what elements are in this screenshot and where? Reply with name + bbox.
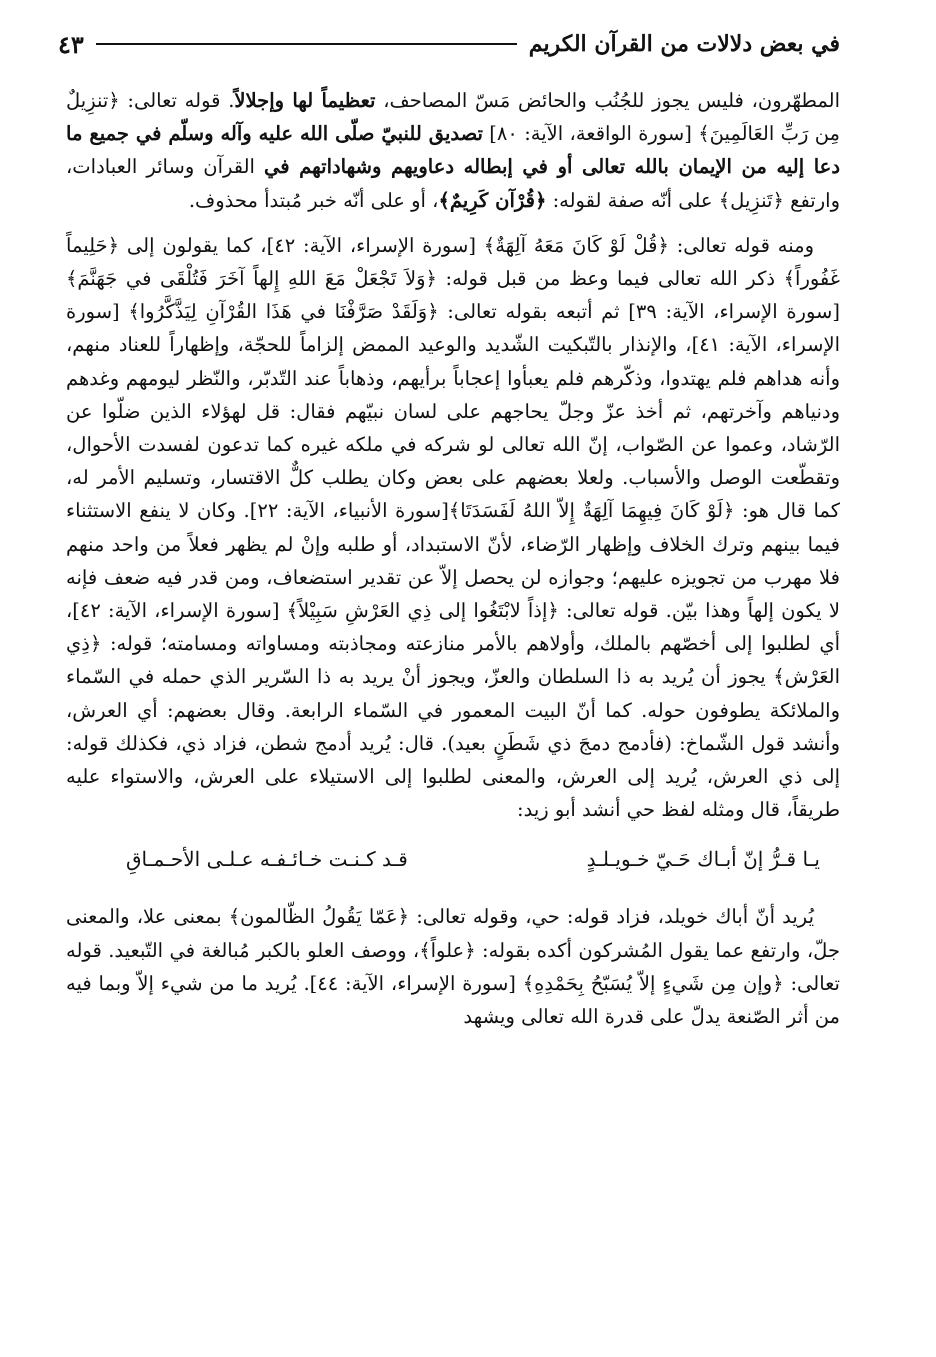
- paragraph-3: يُريد أنّ أباك خويلد، فزاد قوله: حي، وقوله تعالى: ﴿عَمّا يَقُولُ الظّالمون﴾ بمعنى علا، والمعنى جلّ، وارتفع عما يقول المُشركون أكده بقوله: ﴿علواً﴾، ووصف العلو بالكبر مُبالغة في التّبعيد. قوله تعالى: ﴿وإن مِن شَيءٍ إلاّ يُسَبّحُ بِحَمْدِهِ﴾ [سورة الإسراء، الآية: ٤٤]. يُريد ما من شيء إلاّ وبما فيه من أثر الصّنعة يدلّ على قدرة الله تعالى ويشهد: [66, 905, 840, 1029]
- paragraph-1-emphasis: ﴿قُرْآن كَرِيمٌ﴾: [438, 188, 547, 212]
- running-title: في بعض دلالات من القرآن الكريم: [528, 31, 840, 57]
- paragraph-1-part: المطهّرون، فليس يجوز للجُنُب والحائض مَسّ المصاحف،: [375, 89, 840, 112]
- paragraph-1-emphasis: تعظيماً لها وإجلالاً: [234, 89, 376, 112]
- verse-second-hemistich: قـد كـنـت خـائـفـه عـلـى الأحـمـاقِ: [126, 847, 408, 872]
- paragraph-1-part: . قوله تعالى: ﴿تنزِيلٌ مِن رَبِّ العَالَمِينَ﴾ [سورة الواقعة، الآية: ٨٠]: [66, 89, 841, 146]
- body-text: [66, 84, 840, 1033]
- paragraph-1-part: ، أو على أنّه خبر مُبتدأ محذوف.: [188, 188, 439, 212]
- paragraph-1-emphasis: تصديق للنبيّ صلّى الله عليه وآله وسلّم في جميع ما دعا إليه من الإيمان بالله تعالى أو في إبطاله دعاويهم وشهاداتهم في: [66, 122, 841, 179]
- paragraph-1-part: القرآن وسائر العبادات، وارتفع ﴿تَنزِيل﴾ على أنّه صفة لقوله:: [66, 155, 840, 212]
- paragraph-1: [66, 84, 840, 217]
- poetry-verse: [66, 842, 840, 876]
- verse-first-hemistich: يـا قـرُّ إنّ أبـاك حَـيّ خـويـلـدٍ: [586, 847, 820, 872]
- page-number: ٤٣: [58, 29, 84, 59]
- page-header: [58, 24, 840, 64]
- paragraph-2: ومنه قوله تعالى: ﴿قُلْ لَوْ كَانَ مَعَهُ آلِهَةٌ﴾ [سورة الإسراء، الآية: ٤٢]، كما يقولون إلى ﴿حَلِيماً غَفُوراً﴾ ذكر الله تعالى فيما وعظ من قبل قوله: ﴿وَلاَ تَجْعَلْ مَعَ اللهِ إِلهاً آخَرَ فَتُلْقَى في جَهَنَّمَ﴾ [سورة الإسراء، الآية: ٣٩] ثم أتبعه بقوله تعالى: ﴿وَلَقَدْ صَرَّفْنَا في هَذَا القُرْآنِ لِيَذَّكَّرُوا﴾ [سورة الإسراء، الآية: ٤١]، والإنذار بالتّبكيت الشّديد والوعيد الممض إلزاماً للحجّة، وإظهاراً للعناد منهم، وأنه هداهم فلم يهتدوا، وذكّرهم فلم يعبأوا إعجاباً برأيهم، وذهاباً عند التّدبّر، والنّظر ليومهم وغدهم ودنياهم وآخرتهم، ثم أخذ عزّ وجلّ يحاجهم على لسان نبيّهم فقال: قل لهؤلاء الذين ضلّوا عن الرّشاد، وعموا عن الصّواب، إنّ الله تعالى لو شركه في ملكه غيره كما تدعون لفسدت الأحوال، وتقطّعت الوصل والأسباب. ولعلا بعضهم على بعض وكان يطلب كلٌّ الاقتسار، وتسليم الأمر له، كما قال هو: ﴿لَوْ كَانَ فِيهِمَا آلِهَةٌ إِلاّ اللهُ لَفَسَدَتَا﴾[سورة الأنبياء، الآية: ٢٢]. وكان لا ينفع الاستثناء فيما بينهم وترك الخلاف وإظهار الرّضاء، لأنّ الاستبداد، أو طلبه وإنْ لم يظهر فعلاً من واحد منهم فلا مهرب من تجويزه عليهم؛ وجوازه لن يحصل إلاّ عن تقدير استضعاف، ومن قدر فيه ضعف فإنه لا يكون إلهاً وهذا بيّن. قوله تعالى: ﴿إذاً لابْتَغُوا إلى ذِي العَرْشِ سَبِيْلاً﴾ [سورة الإسراء، الآية: ٤٢]، أي لطلبوا إلى أخصّهم بالملك، وأولاهم بالأمر منازعته ومجاذبته ومساواته ومسامته؛ قوله: ﴿ذِي العَرْش﴾ يجوز أن يُريد به ذا السلطان والعزّ، ويجوز أنْ يريد به ذا السّرير الذي حمله في السّماء والملائكة يطوفون حوله. كما أنّ البيت المعمور في السّماء الرابعة. وقال بعضهم: أي العرش، وأنشد قول الشّماخ: (فأدمج دمجَ ذي شَطَنٍ بعيد). قال: يُريد أدمج شطن، فزاد ذي، فكذلك قوله: إلى ذي العرش، يُريد إلى العرش، والمعنى لطلبوا إلى الاستيلاء على العرش، والاستواء عليه طريقاً، قال ومثله لفظ حي أنشد أبو زيد:: [66, 233, 840, 822]
- header-rule: [96, 43, 517, 45]
